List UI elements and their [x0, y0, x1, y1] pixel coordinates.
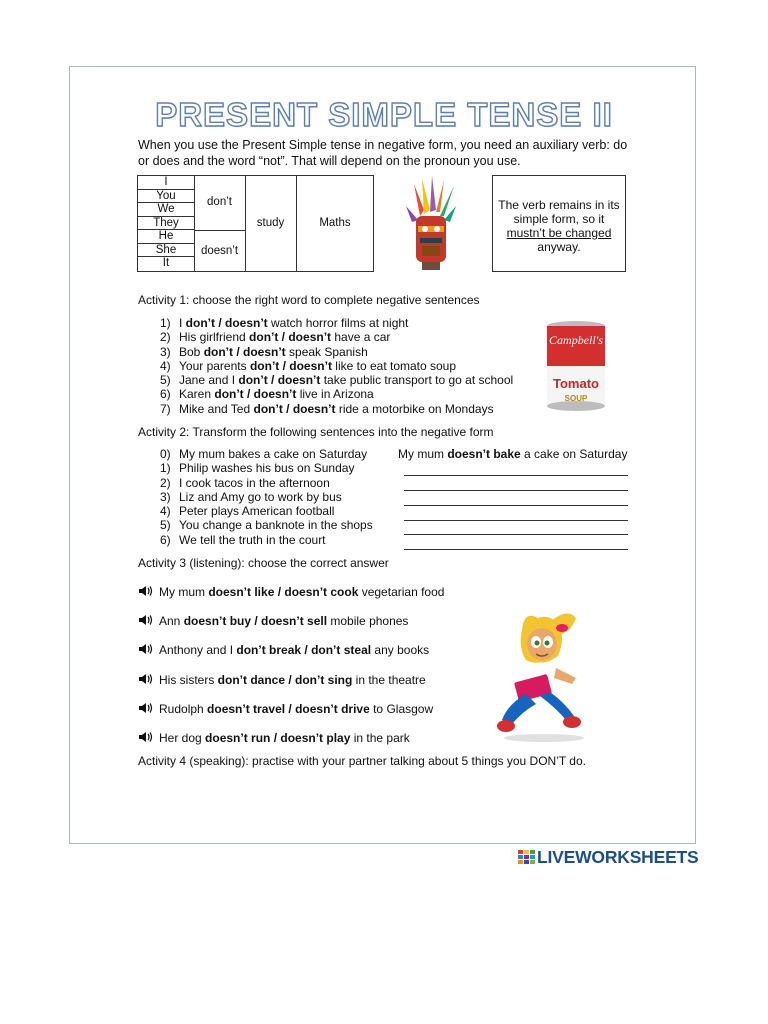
- answer-line-6[interactable]: [404, 535, 628, 550]
- choice-options[interactable]: doesn’t like / doesn’t cook: [208, 585, 359, 599]
- activity-3-item[interactable]: Rudolph doesn’t travel / doesn’t drive to Glasgow: [138, 701, 433, 717]
- choice-options[interactable]: don’t dance / don’t sing: [217, 673, 353, 687]
- activity-3-item[interactable]: My mum doesn’t like / doesn’t cook vegetarian food: [138, 584, 444, 600]
- activity-2-item: 5) You change a banknote in the shops: [160, 518, 373, 533]
- answer-line-3[interactable]: [404, 491, 628, 506]
- activity-3-item[interactable]: Her dog doesn’t run / doesn’t play in the park: [138, 730, 410, 746]
- answer-line-1[interactable]: [404, 461, 628, 476]
- choice-options[interactable]: don’t / doesn’t: [214, 387, 297, 402]
- activity-2-heading: Activity 2: Transform the following sentences into the negative form: [138, 425, 494, 439]
- activity-1-item[interactable]: 7) Mike and Ted don’t / doesn’t ride a motorbike on Mondays: [160, 401, 494, 416]
- speaker-icon[interactable]: [138, 643, 154, 655]
- liveworksheets-logo[interactable]: [518, 847, 699, 867]
- activity-3-item[interactable]: Ann doesn’t buy / doesn’t sell mobile phones: [138, 613, 408, 629]
- pronoun-column: [138, 176, 195, 271]
- activity-1-list: [160, 316, 513, 416]
- pronoun-cell: They: [138, 217, 194, 231]
- activity-2-item: 6) We tell the truth in the court: [160, 532, 326, 547]
- aux-dont: don’t: [207, 196, 232, 208]
- intro-text: When you use the Present Simple tense in negative form, you need an auxiliary verb: do or does and the word “not”. That will depend on the pronoun you use.: [138, 138, 628, 168]
- girl-laptop-image: [496, 608, 590, 744]
- can-brand: Campbell's: [549, 333, 603, 347]
- logo-text: LIVEWORKSHEETS: [537, 847, 699, 867]
- note-line-1: The verb remains in its simple form, so it: [498, 198, 620, 226]
- activity-1-item[interactable]: 5) Jane and I don’t / doesn’t take public transport to go at school: [160, 373, 514, 388]
- note-line-3: anyway.: [537, 240, 581, 254]
- pronoun-cell: We: [138, 203, 194, 217]
- activity-1-item[interactable]: 6) Karen don’t / doesn’t live in Arizona: [160, 387, 374, 402]
- speaker-icon[interactable]: [138, 585, 154, 597]
- mask-image: [400, 176, 462, 272]
- choice-options[interactable]: don’t / doesn’t: [253, 401, 336, 416]
- liveworksheets-logo-icon: [518, 850, 536, 865]
- pronoun-cell: I: [138, 176, 194, 190]
- object-cell: Maths: [319, 217, 351, 229]
- activity-1-heading: Activity 1: choose the right word to complete negative sentences: [138, 293, 480, 307]
- example-answer: My mum doesn’t bake a cake on Saturday: [398, 447, 628, 461]
- speaker-icon[interactable]: [138, 702, 154, 714]
- activity-1-item[interactable]: 1) I don’t / doesn’t watch horror films at night: [160, 316, 409, 330]
- activity-4-heading: Activity 4 (speaking): practise with your partner talking about 5 things you DON’T do.: [138, 754, 586, 768]
- choice-options[interactable]: don’t / doesn’t: [185, 316, 268, 330]
- activity-2-item: 0) My mum bakes a cake on Saturday: [160, 447, 368, 461]
- can-type: SOUP: [564, 394, 588, 403]
- activity-1-item[interactable]: 3) Bob don’t / doesn’t speak Spanish: [160, 344, 368, 359]
- activity-3-item[interactable]: His sisters don’t dance / don’t sing in the theatre: [138, 672, 426, 688]
- choice-options[interactable]: doesn’t travel / doesn’t drive: [207, 702, 370, 716]
- can-flavor: Tomato: [553, 376, 599, 391]
- aux-doesnt: doesn’t: [200, 245, 239, 257]
- choice-options[interactable]: doesn’t run / doesn’t play: [205, 731, 351, 745]
- activity-1-item[interactable]: 2) His girlfriend don’t / doesn’t have a car: [160, 330, 391, 345]
- activity-3-heading: Activity 3 (listening): choose the correct answer: [138, 556, 389, 570]
- soup-can-image: [545, 320, 607, 414]
- choice-options[interactable]: don’t / doesn’t: [249, 358, 332, 373]
- speaker-icon[interactable]: [138, 673, 154, 685]
- rule-note: [492, 175, 626, 272]
- answer-line-4[interactable]: [404, 506, 628, 521]
- activity-2-item: 2) I cook tacos in the afternoon: [160, 475, 330, 490]
- choice-options[interactable]: don’t / doesn’t: [238, 373, 321, 388]
- choice-options[interactable]: doesn’t buy / doesn’t sell: [183, 614, 328, 628]
- activity-2-list: [160, 447, 373, 547]
- activity-3-item[interactable]: Anthony and I don’t break / don’t steal any books: [138, 642, 429, 658]
- page-title: PRESENT SIMPLE TENSE II: [155, 96, 613, 133]
- grammar-table: [137, 175, 374, 272]
- verb-cell: study: [245, 176, 297, 271]
- answer-line-5[interactable]: [404, 521, 628, 536]
- answer-line-2[interactable]: [404, 476, 628, 491]
- pronoun-cell: She: [138, 244, 194, 258]
- auxiliary-column: [194, 176, 246, 271]
- answer-lines: [404, 461, 628, 550]
- choice-options[interactable]: don’t / doesn’t: [203, 344, 286, 359]
- note-underlined: mustn’t be changed: [506, 226, 612, 240]
- speaker-icon[interactable]: [138, 614, 154, 626]
- choice-options[interactable]: don’t break / don’t steal: [236, 643, 372, 657]
- activity-2-item: 3) Liz and Amy go to work by bus: [160, 489, 342, 504]
- pronoun-cell: He: [138, 230, 194, 244]
- choice-options[interactable]: don’t / doesn’t: [249, 330, 332, 345]
- pronoun-cell: It: [162, 257, 170, 270]
- pronoun-cell: You: [138, 190, 194, 204]
- activity-2-item: 4) Peter plays American football: [160, 504, 335, 519]
- activity-2-item: 1) Philip washes his bus on Sunday: [160, 461, 355, 476]
- activity-1-item[interactable]: 4) Your parents don’t / doesn’t like to eat tomato soup: [160, 358, 457, 373]
- speaker-icon[interactable]: [138, 731, 154, 743]
